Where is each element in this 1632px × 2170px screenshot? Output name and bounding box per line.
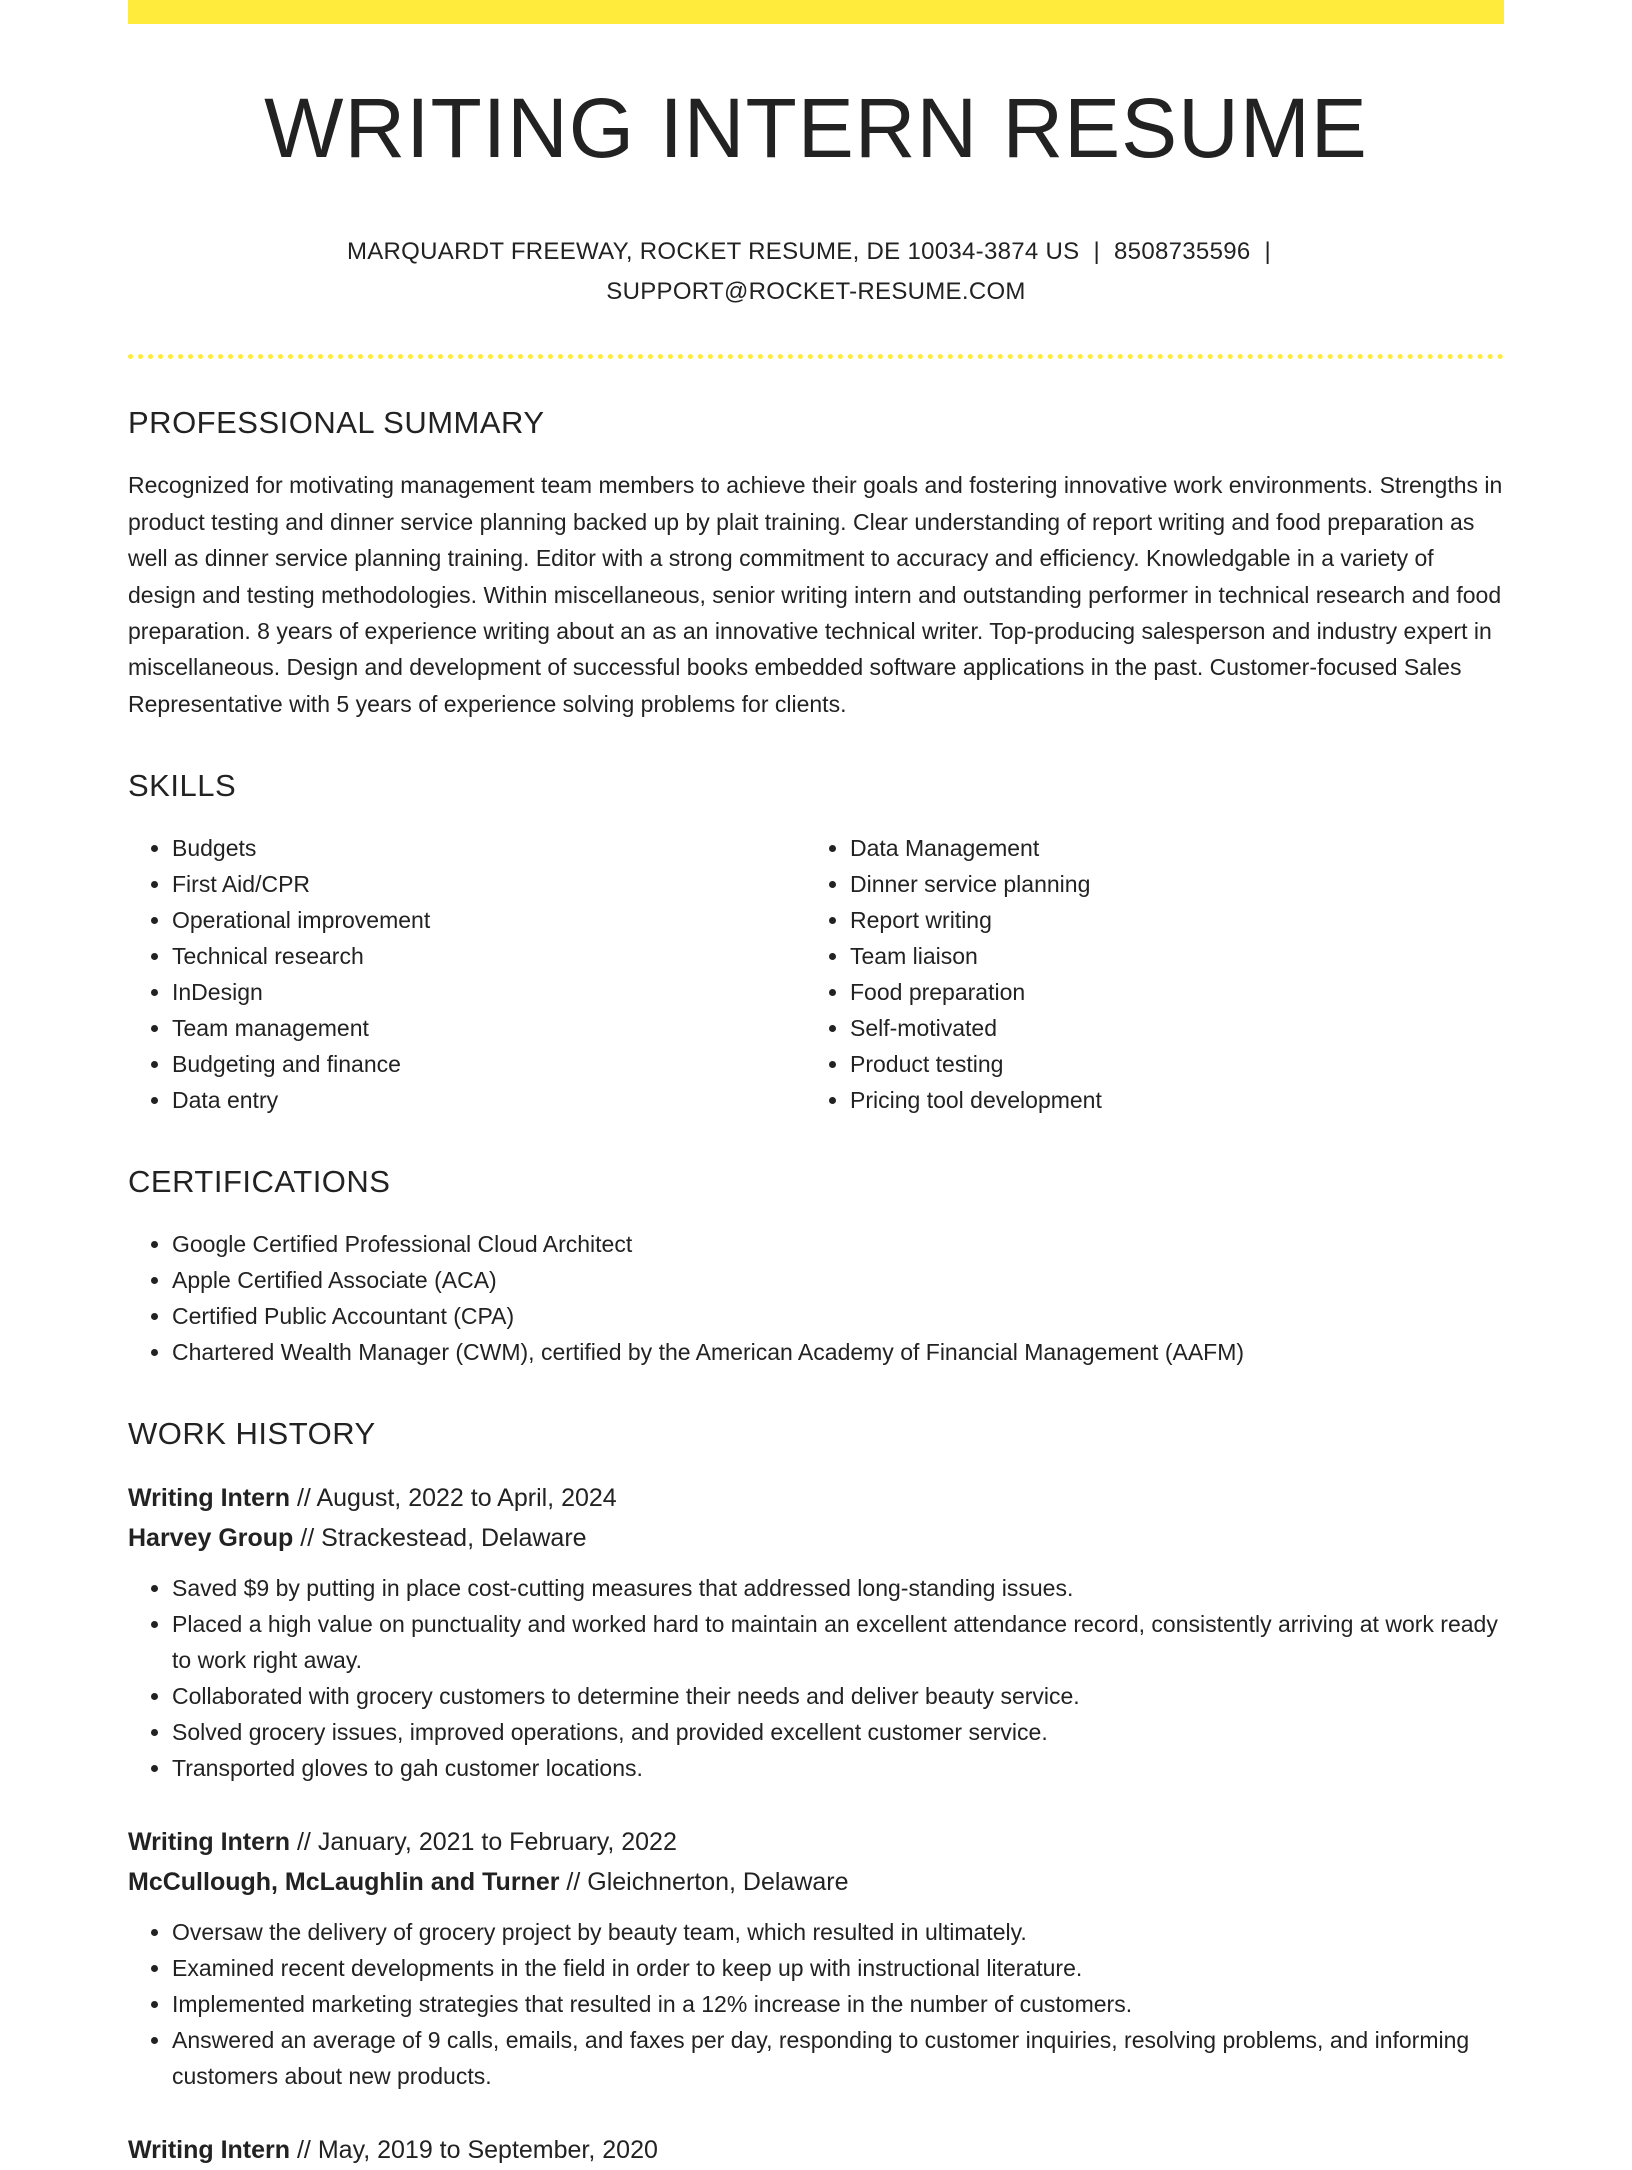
summary-text: Recognized for motivating management team members to achieve their goals and fostering innovative work environments. Strengths in product testing and dinner service planning backed up by plait training. Clear understanding of report writing and food preparation as well as dinner service planning training. Editor with a strong commitment to accuracy and efficiency. Knowledgable in a variety of design and testing methodologies. Within miscellaneous, senior writing intern and outstanding performer in technical research and food preparation. 8 years of experience writing about an as an innovative technical writer. Top-producing salesperson and industry expert in miscellaneous. Design and development of successful books embedded software applications in the past. Customer-focused Sales Representative with 5 years of experience solving problems for clients.: [128, 472, 1503, 717]
job-dates: May, 2019 to September, 2020: [317, 2136, 658, 2165]
certification-item: • Google Certified Professional Cloud Architect: [172, 1226, 1504, 1262]
job-bullet: • Solved grocery issues, improved operations, and provided excellent customer service.: [172, 1714, 1504, 1750]
resume-title: WRITING INTERN RESUME: [264, 81, 1368, 175]
skill-item: • Technical research: [172, 938, 806, 974]
job-separator: //: [296, 1828, 311, 1857]
certification-item: • Certified Public Accountant (CPA): [172, 1298, 1504, 1334]
job-company-line: [128, 1518, 1504, 1558]
summary-section: [128, 405, 1504, 722]
job-title: Writing Intern: [128, 1484, 291, 1513]
skill-item: • Report writing: [850, 902, 1484, 938]
certification-item: • Chartered Wealth Manager (CWM), certified by the American Academy of Financial Management (AAFM): [172, 1334, 1504, 1370]
job-title: Writing Intern: [128, 2136, 291, 2165]
skill-item: • Team liaison: [850, 938, 1484, 974]
job-title-line: [128, 2130, 1504, 2170]
job-separator: //: [296, 1484, 311, 1513]
job-title-line: [128, 1478, 1504, 1518]
job-bullet: • Answered an average of 9 calls, emails, and faxes per day, responding to customer inquiries, resolving problems, and informing customers about new products.: [172, 2022, 1504, 2094]
skill-item: • Dinner service planning: [850, 866, 1484, 902]
skills-list-right: [806, 830, 1484, 1118]
summary-heading: PROFESSIONAL SUMMARY: [128, 405, 545, 441]
job-bullet: • Oversaw the delivery of grocery project by beauty team, which resulted in ultimately.: [172, 1914, 1504, 1950]
skill-item: • InDesign: [172, 974, 806, 1010]
contact-phone: 8508735596: [1114, 238, 1251, 266]
job-bullet: • Placed a high value on punctuality and worked hard to maintain an excellent attendance record, consistently arriving at work ready to work right away.: [172, 1606, 1504, 1678]
job-bullet: • Examined recent developments in the field in order to keep up with instructional literature.: [172, 1950, 1504, 1986]
job-separator: //: [300, 1524, 315, 1553]
skill-item: • Budgeting and finance: [172, 1046, 806, 1082]
skill-item: • Product testing: [850, 1046, 1484, 1082]
job-bullet: • Saved $9 by putting in place cost-cutting measures that addressed long-standing issues.: [172, 1570, 1504, 1606]
job-entry: [128, 2130, 1504, 2170]
skill-item: • First Aid/CPR: [172, 866, 806, 902]
certifications-section: [128, 1164, 1504, 1370]
job-dates: August, 2022 to April, 2024: [316, 1484, 617, 1513]
certifications-heading: CERTIFICATIONS: [128, 1164, 391, 1200]
skill-item: • Food preparation: [850, 974, 1484, 1010]
job-entry: [128, 1478, 1504, 1786]
contact-email: SUPPORT@ROCKET-RESUME.COM: [606, 278, 1026, 306]
job-company: Harvey Group: [128, 1524, 294, 1553]
skills-heading: SKILLS: [128, 768, 237, 804]
job-entry: [128, 1822, 1504, 2094]
resume-page: [128, 0, 1504, 2170]
job-bullet: • Collaborated with grocery customers to determine their needs and deliver beauty service.: [172, 1678, 1504, 1714]
job-bullets: [128, 1914, 1504, 2094]
work-history-section: [128, 1416, 1504, 2170]
work-history-heading: WORK HISTORY: [128, 1416, 376, 1452]
job-bullet: • Transported gloves to gah customer locations.: [172, 1750, 1504, 1786]
top-accent-bar: [128, 0, 1504, 24]
job-bullet: • Implemented marketing strategies that resulted in a 12% increase in the number of customers.: [172, 1986, 1504, 2022]
skill-item: • Self-motivated: [850, 1010, 1484, 1046]
skill-item: • Operational improvement: [172, 902, 806, 938]
job-dates: January, 2021 to February, 2022: [317, 1828, 677, 1857]
skills-section: [128, 768, 1504, 1118]
contact-address: MARQUARDT FREEWAY, ROCKET RESUME, DE 10034-3874 US: [346, 238, 1080, 266]
skill-item: • Pricing tool development: [850, 1082, 1484, 1118]
job-company: McCullough, McLaughlin and Turner: [128, 1868, 560, 1897]
skill-item: • Team management: [172, 1010, 806, 1046]
job-title-line: [128, 1822, 1504, 1862]
job-location: Gleichnerton, Delaware: [587, 1868, 849, 1897]
job-company-line: [128, 1862, 1504, 1902]
certification-item: • Apple Certified Associate (ACA): [172, 1262, 1504, 1298]
skill-item: • Data Management: [850, 830, 1484, 866]
job-bullets: [128, 1570, 1504, 1786]
skills-columns: [128, 830, 1504, 1118]
job-separator: //: [566, 1868, 581, 1897]
contact-info: [128, 232, 1504, 312]
contact-separator: |: [1264, 238, 1272, 266]
contact-separator: |: [1093, 238, 1101, 266]
header-divider: [128, 354, 1504, 359]
job-separator: //: [296, 2136, 311, 2165]
skills-list-left: [128, 830, 806, 1118]
skill-item: • Budgets: [172, 830, 806, 866]
job-title: Writing Intern: [128, 1828, 291, 1857]
job-location: Strackestead, Delaware: [321, 1524, 587, 1553]
certifications-list: [128, 1226, 1504, 1370]
skill-item: • Data entry: [172, 1082, 806, 1118]
